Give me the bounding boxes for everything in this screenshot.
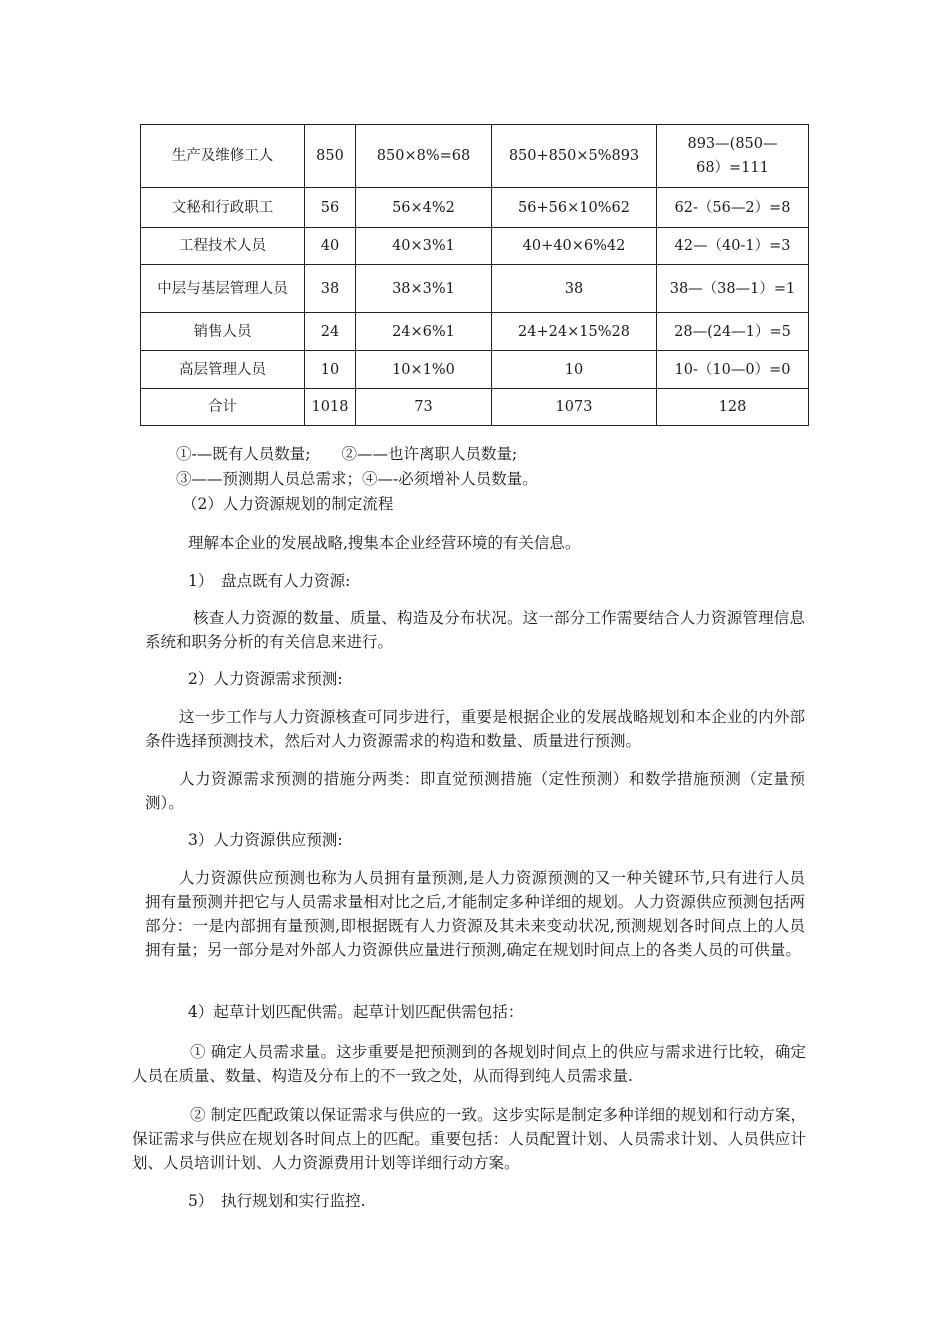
table-row bbox=[141, 265, 809, 313]
table-cell: 生产及维修工人 bbox=[141, 125, 305, 188]
table-cell: 10×1%0 bbox=[356, 351, 492, 389]
table-cell: 893—(850—68）=111 bbox=[657, 125, 809, 188]
table-cell: 850 bbox=[305, 125, 356, 188]
step4-item-2: ② 制定匹配政策以保证需求与供应的一致。这步实际是制定多种详细的规划和行动方案，保证需求与供应在规划各时间点上的匹配。重要包括：人员配置计划、人员需求计划、人员供应计划、人员培训计划、人力资源费用计划等详细行动方案。 bbox=[132, 1106, 806, 1172]
staffing-table bbox=[140, 124, 809, 426]
step2-text-1: 这一步工作与人力资源核查可同步进行，重要是根据企业的发展战略规划和本企业的内外部条件选择预测技术，然后对人力资源需求的构造和数量、质量进行预测。 bbox=[145, 708, 805, 750]
table-cell: 文秘和行政职工 bbox=[141, 188, 305, 228]
table-row bbox=[141, 125, 809, 188]
table-cell: 73 bbox=[356, 389, 492, 426]
table-cell: 1073 bbox=[492, 389, 657, 426]
table-cell: 24+24×15%28 bbox=[492, 313, 657, 351]
step4-heading: 4）起草计划匹配供需。起草计划匹配供需包括： bbox=[188, 1003, 524, 1021]
table-cell: 工程技术人员 bbox=[141, 228, 305, 265]
step1-text: 核查人力资源的数量、质量、构造及分布状况。这一部分工作需要结合人力资源管理信息系统和职务分析的有关信息来进行。 bbox=[145, 609, 805, 651]
table-row bbox=[141, 313, 809, 351]
table-cell: 56+56×10%62 bbox=[492, 188, 657, 228]
table-row bbox=[141, 228, 809, 265]
table-cell: 销售人员 bbox=[141, 313, 305, 351]
table-cell: 24 bbox=[305, 313, 356, 351]
step2-heading: 2）人力资源需求预测: bbox=[188, 670, 343, 688]
table-cell: 56×4%2 bbox=[356, 188, 492, 228]
table-cell: 10 bbox=[305, 351, 356, 389]
step1-heading: 1） 盘点既有人力资源: bbox=[188, 572, 351, 590]
intro-text: 理解本企业的发展战略,搜集本企业经营环境的有关信息。 bbox=[188, 534, 581, 552]
step4-item-1: ① 确定人员需求量。这步重要是把预测到的各规划时间点上的供应与需求进行比较，确定人员在质量、数量、构造及分布上的不一致之处，从而得到纯人员需求量. bbox=[132, 1043, 806, 1085]
step3-text: 人力资源供应预测也称为人员拥有量预测,是人力资源预测的又一种关键环节,只有进行人员拥有量预测并把它与人员需求量相对比之后,才能制定多种详细的规划。人力资源供应预测包括两部分：一是内部拥有量预测,即根据既有人力资源及其未来变动状况,预测规划各时间点上的人员拥有量；另一部分是对外部人力资源供应量进行预测,确定在规划时间点上的各类人员的可供量。 bbox=[145, 869, 805, 959]
table-cell: 38×3%1 bbox=[356, 265, 492, 313]
table-cell: 850×8%=68 bbox=[356, 125, 492, 188]
table-cell: 850+850×5%893 bbox=[492, 125, 657, 188]
table-cell: 合计 bbox=[141, 389, 305, 426]
table-total-row bbox=[141, 389, 809, 426]
table-cell: 42—（40-1）=3 bbox=[657, 228, 809, 265]
section-heading: （2）人力资源规划的制定流程 bbox=[182, 495, 394, 513]
table-cell: 128 bbox=[657, 389, 809, 426]
table-cell: 38 bbox=[492, 265, 657, 313]
table-cell: 28—(24—1）=5 bbox=[657, 313, 809, 351]
table-row bbox=[141, 351, 809, 389]
table-cell: 中层与基层管理人员 bbox=[141, 265, 305, 313]
table-cell: 40 bbox=[305, 228, 356, 265]
step5-heading: 5） 执行规划和实行监控. bbox=[188, 1192, 366, 1210]
table-cell: 56 bbox=[305, 188, 356, 228]
table-cell: 38—（38—1）=1 bbox=[657, 265, 809, 313]
table-cell: 40+40×6%42 bbox=[492, 228, 657, 265]
table-cell: 1018 bbox=[305, 389, 356, 426]
table-note-1: ①-—既有人员数量; ②——也许离职人员数量; bbox=[176, 445, 518, 463]
table-cell: 38 bbox=[305, 265, 356, 313]
table-cell: 高层管理人员 bbox=[141, 351, 305, 389]
table-cell: 24×6%1 bbox=[356, 313, 492, 351]
step3-heading: 3）人力资源供应预测: bbox=[188, 831, 343, 849]
step2-text-2: 人力资源需求预测的措施分两类：即直觉预测措施（定性预测）和数学措施预测（定量预测）。 bbox=[145, 770, 805, 812]
table-cell: 62-（56—2）=8 bbox=[657, 188, 809, 228]
table-cell: 40×3%1 bbox=[356, 228, 492, 265]
table-note-2: ③——预测期人员总需求；④—-必须增补人员数量。 bbox=[176, 470, 538, 488]
table-cell: 10-（10—0）=0 bbox=[657, 351, 809, 389]
table-cell: 10 bbox=[492, 351, 657, 389]
table-row bbox=[141, 188, 809, 228]
